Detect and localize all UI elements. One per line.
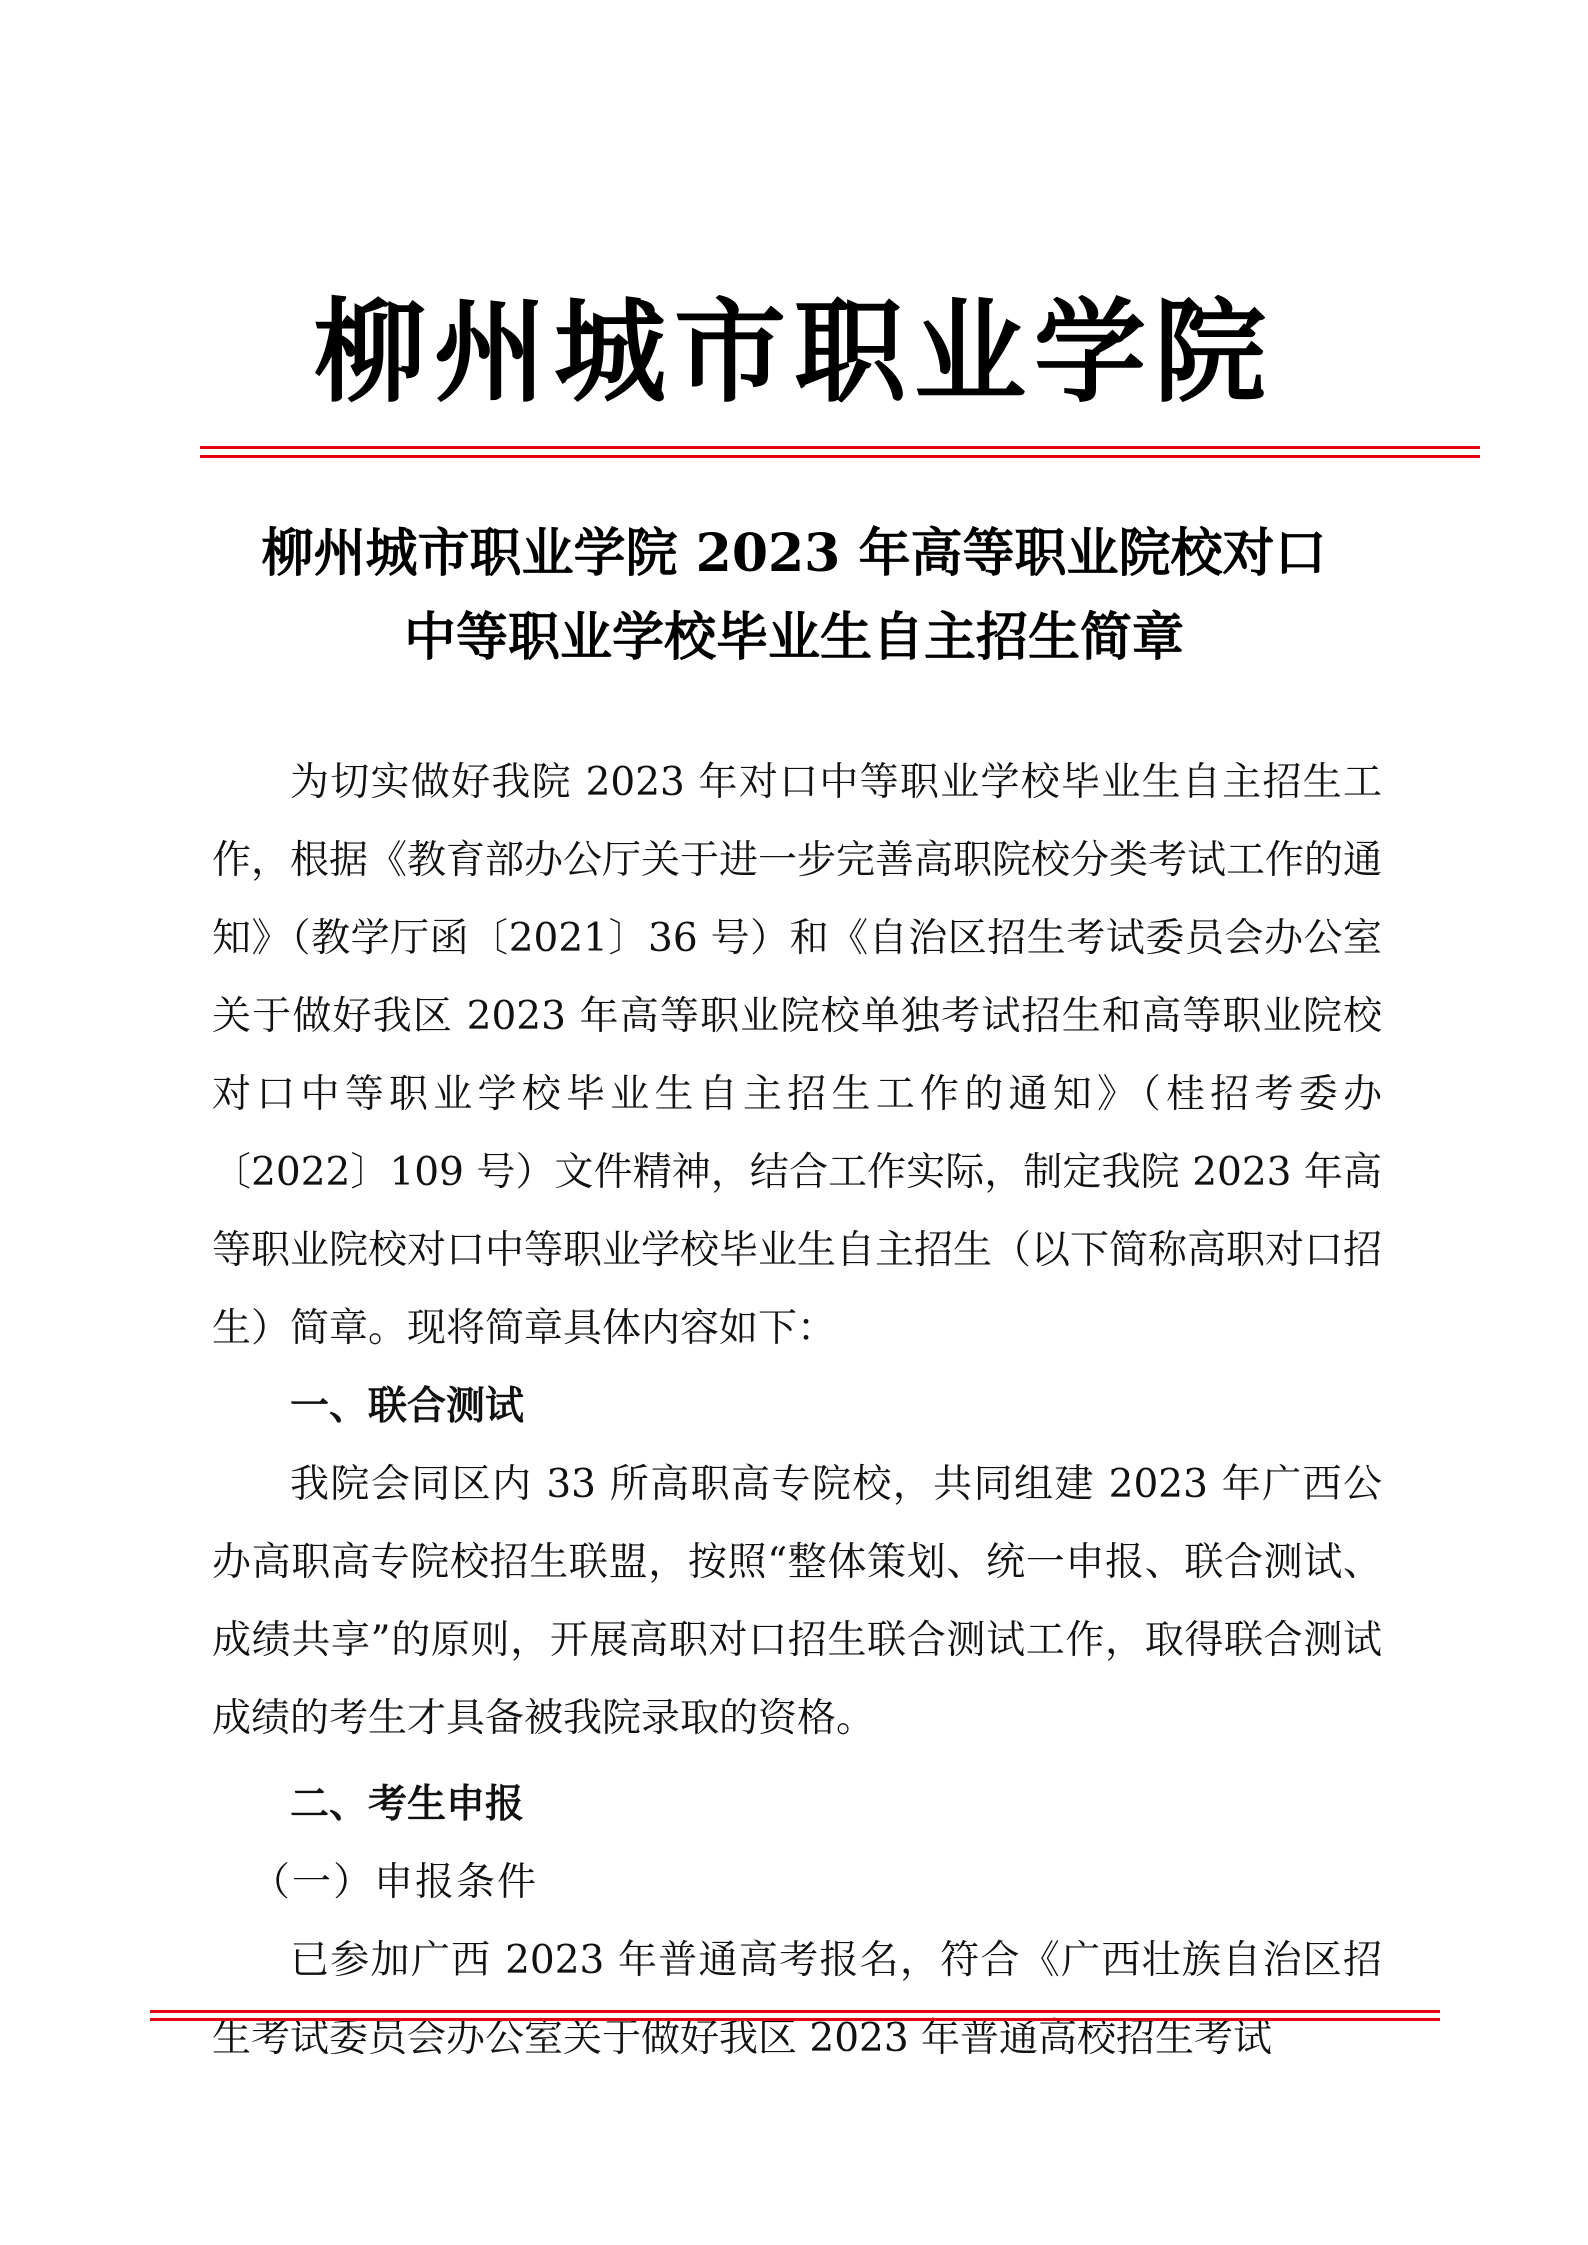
- red-rule-top: [200, 446, 1480, 449]
- document-title: [180, 512, 1408, 680]
- title-line-2: 中等职业学校毕业生自主招生简章: [403, 607, 1184, 668]
- title-line-1: 柳州城市职业学院 2023 年高等职业院校对口: [261, 523, 1327, 584]
- red-rule-top-secondary: [200, 455, 1480, 458]
- red-rule-bottom-secondary: [150, 2018, 1440, 2021]
- red-rule-bottom: [150, 2010, 1440, 2013]
- subsection-1-paragraph: 已参加广西 2023 年普通高考报名，符合《广西壮族自治区招生考试委员会办公室关于做好我区 2023 年普通高校招生考试: [212, 1938, 1382, 2061]
- section-heading-2: 二、考生申报: [290, 1782, 525, 1827]
- section-1-paragraph: 我院会同区内 33 所高职高专院校，共同组建 2023 年广西公办高职高专院校招生联盟，按照“整体策划、统一申报、联合测试、成绩共享”的原则，开展高职对口招生联合测试工作，取得联合测试成绩的考生才具备被我院录取的资格。: [212, 1462, 1382, 1741]
- section-heading-1: 一、联合测试: [290, 1384, 525, 1429]
- subsection-heading-1: （一）申报条件: [251, 1860, 539, 1905]
- masthead-title: 柳州城市职业学院: [314, 287, 1274, 418]
- intro-paragraph: 为切实做好我院 2023 年对口中等职业学校毕业生自主招生工作，根据《教育部办公厅关于进一步完善高职院校分类考试工作的通知》（教学厅函〔2021〕36 号）和《自治区招生考试委员会办公室关于做好我区 2023 年高等职业院校单独考试招生和高等职业院校对口中等职业学校毕业生自主招生工作的通知》（桂招考委办〔2022〕109 号）文件精神，结合工作实际，制定我院 2023 年高等职业院校对口中等职业学校毕业生自主招生（以下简称高职对口招生）简章。现将简章具体内容如下：: [212, 760, 1383, 1351]
- document-body: [212, 744, 1382, 2078]
